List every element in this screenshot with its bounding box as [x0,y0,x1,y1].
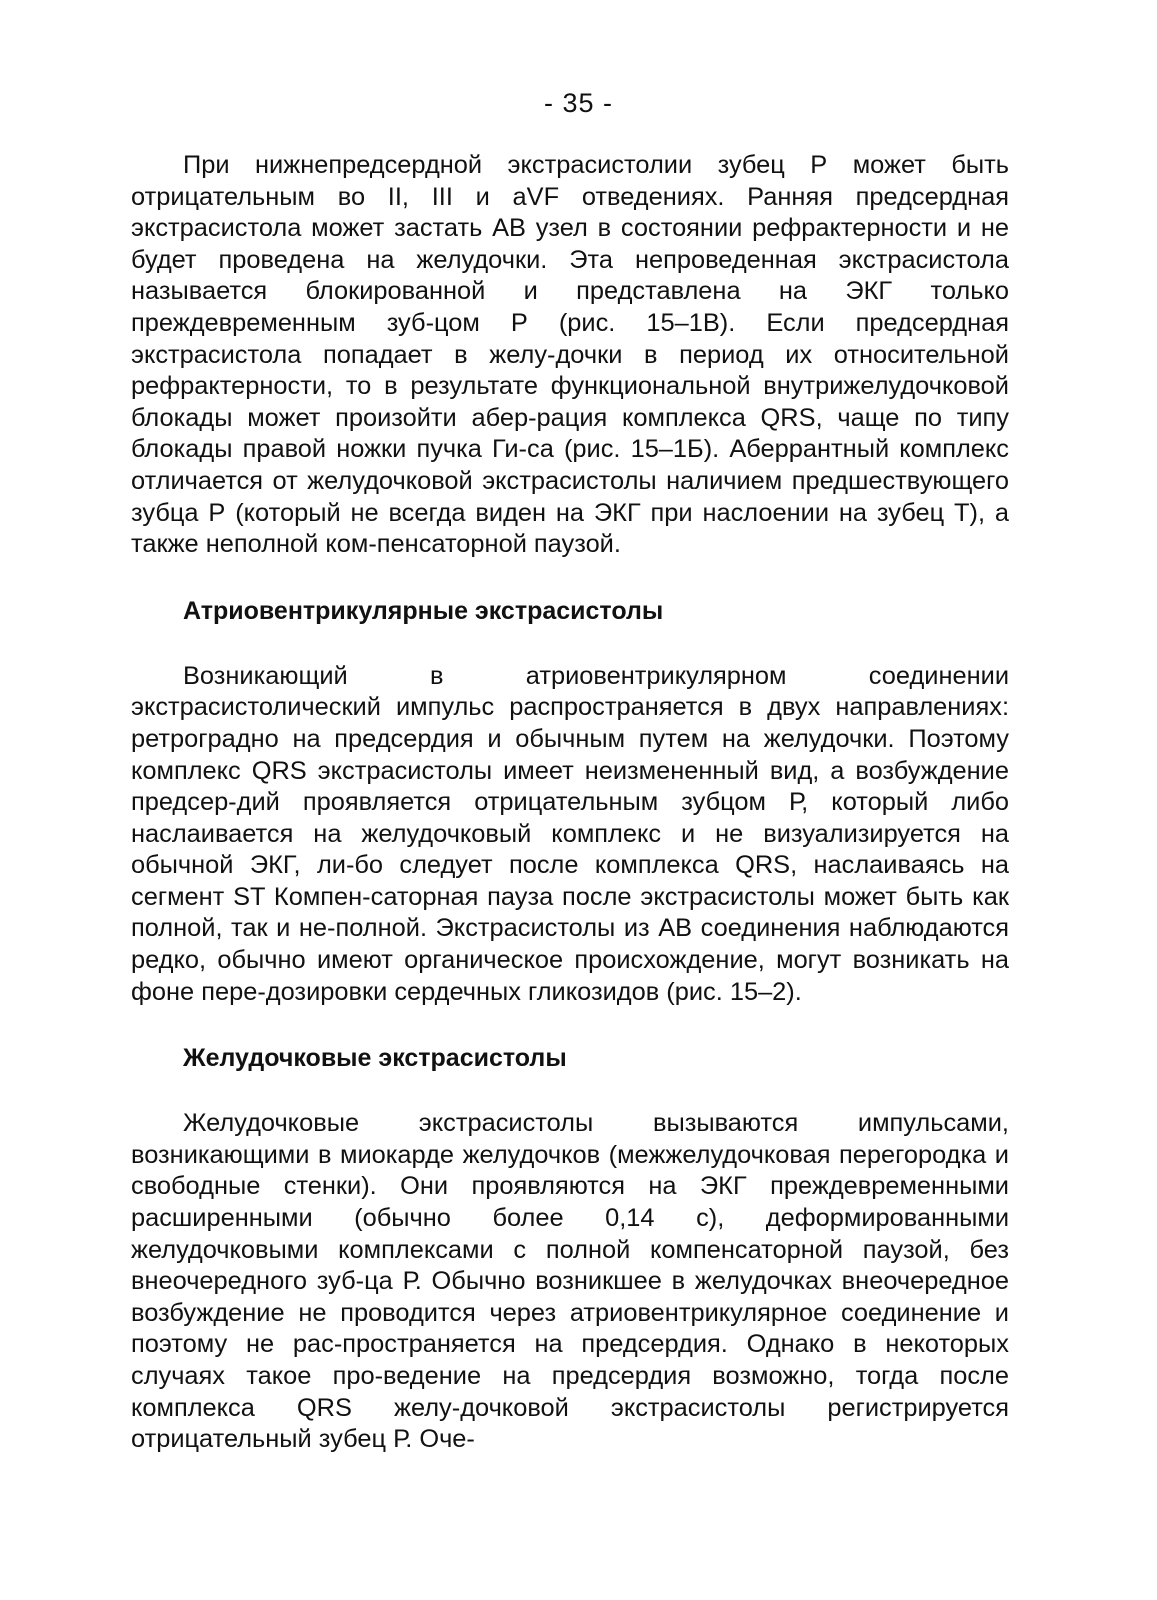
page-number: - 35 - [543,88,614,118]
heading-av-extrasystoles: Атриовентрикулярные экстрасистолы [183,596,664,625]
paragraph-av-extrasystoles: Возникающий в атриовентрикулярном соединении экстрасистолический импульс распространяется в двух направлениях: ретроградно на предсердия и обычным путем на желудочки. Поэтому комплекс QRS экстрасистолы имеет неизмененный вид, а возбуждение предсер-дий проявляется отрицательным зубцом Р, который либо наслаивается на желудочковый комплекс и не визуализируется на обычной ЭКГ, ли-бо следует после комплекса QRS, наслаиваясь на сегмент ST Компен-саторная пауза после экстрасистолы может быть как полной, так и не-полной. Экстрасистолы из АВ соединения наблюдаются редко, обычно имеют органическое происхождение, могут возникать на фоне пере-дозировки сердечных гликозидов (рис. 15–2). [131,661,1009,1006]
paragraph-atrial-extrasystole: При нижнепредсердной экстрасистолии зубец Р может быть отрицательным во II, III и aVF отведениях. Ранняя предсердная экстрасистола может застать АВ узел в состоянии рефрактерности и не будет проведена на желудочки. Эта непроведенная экстрасистола называется блокированной и представлена на ЭКГ только преждевременным зуб-цом Р (рис. 15–1В). Если предсердная экстрасистола попадает в желу-дочки в период их относительной рефрактерности, то в результате функциональной внутрижелудочковой блокады может произойти абер-рация комплекса QRS, чаще по типу блокады правой ножки пучка Ги-са (рис. 15–1Б). Аберрантный комплекс отличается от желудочковой экстрасистолы наличием предшествующего зубца Р (который не всегда виден на ЭКГ при наслоении на зубец Т), а также неполной ком-пенсаторной паузой. [131,151,1009,559]
paragraph-ventricular-extrasystoles: Желудочковые экстрасистолы вызываются импульсами, возникающими в миокарде желудочков (межжелудочковая перегородка и свободные стенки). Они проявляются на ЭКГ преждевременными расширенными (обычно более 0,14 с), деформированными желудочковыми комплексами с полной компенсаторной паузой, без внеочередного зуб-ца Р. Обычно возникшее в желудочках внеочередное возбуждение не проводится через атриовентрикулярное соединение и поэтому не рас-пространяется на предсердия. Однако в некоторых случаях такое про-ведение на предсердия возможно, тогда после комплекса QRS желу-дочковой экстрасистолы регистрируется отрицательный зубец Р. Оче- [131,1109,1009,1454]
heading-ventricular-extrasystoles: Желудочковые экстрасистолы [183,1044,567,1073]
page-content [131,150,1009,1456]
